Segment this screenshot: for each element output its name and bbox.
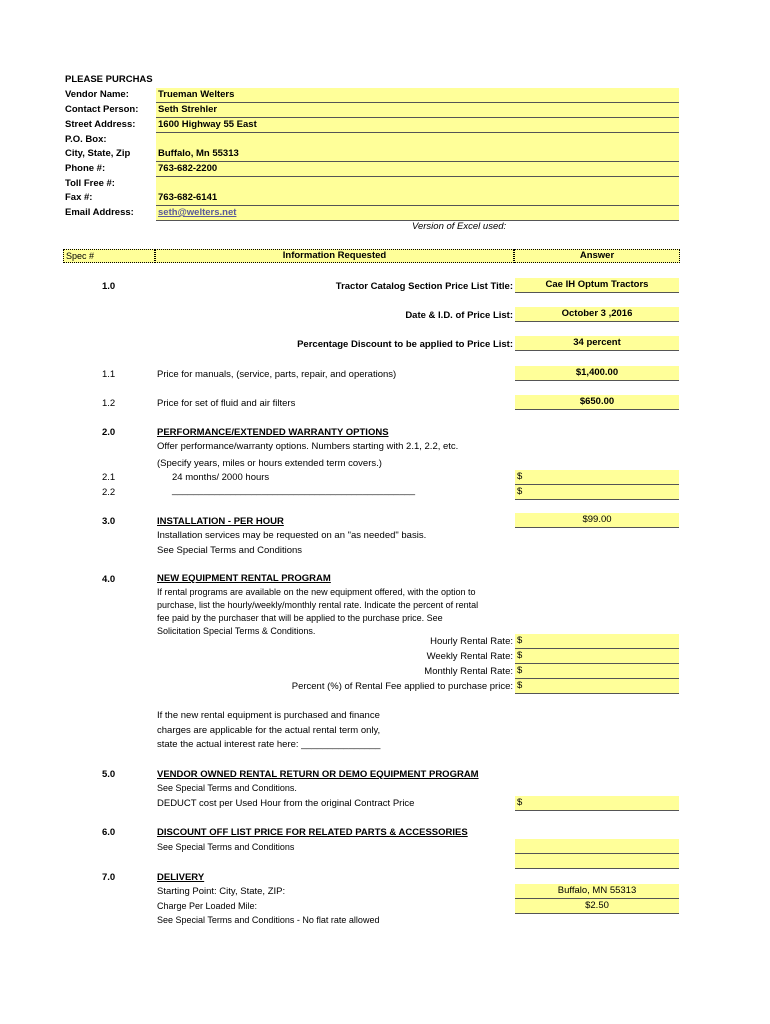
parts-discount-title: DISCOUNT OFF LIST PRICE FOR RELATED PARTS & ACCESSORIES	[157, 827, 468, 838]
phone-label: Phone #:	[65, 163, 106, 174]
monthly-rate-answer[interactable]: $	[515, 664, 679, 679]
contact-person-label: Contact Person:	[65, 104, 139, 115]
delivery-start-label: Starting Point: City, State, ZIP:	[157, 886, 286, 897]
warranty-option-2-answer[interactable]: $	[515, 485, 679, 500]
filters-price-label: Price for set of fluid and air filters	[157, 398, 296, 409]
rental-para-line-4: Solicitation Special Terms & Conditions.	[157, 626, 316, 636]
manuals-price-label: Price for manuals, (service, parts, repair, and operations)	[157, 369, 397, 380]
filters-price-answer[interactable]: $650.00	[515, 395, 679, 410]
installation-rate-answer[interactable]: $99.00	[515, 513, 679, 528]
answer-header: Answer	[514, 249, 680, 263]
installation-line-2: See Special Terms and Conditions	[157, 545, 303, 556]
price-list-date-label: Date & I.D. of Price List:	[405, 310, 513, 321]
contact-person-field[interactable]: Seth Strehler	[156, 103, 679, 118]
hourly-rate-label: Hourly Rental Rate:	[430, 636, 513, 647]
rental-para-line-2: purchase, list the hourly/weekly/monthly rental rate. Indicate the percent of rental	[157, 600, 479, 610]
spec-7-0: 7.0	[102, 872, 116, 883]
delivery-title: DELIVERY	[157, 872, 205, 883]
spec-header: Spec #	[63, 249, 155, 263]
city-state-zip-label: City, State, Zip	[65, 148, 131, 159]
rental-para-line-3: fee paid by the purchaser that will be applied to the purchase price. See	[157, 613, 443, 623]
finance-line-2: charges are applicable for the actual rental term only,	[157, 725, 381, 736]
parts-discount-answer-2[interactable]	[515, 854, 679, 869]
installation-line-1: Installation services may be requested on an "as needed" basis.	[157, 530, 427, 541]
rental-percent-answer[interactable]: $	[515, 679, 679, 694]
spec-3-0: 3.0	[102, 516, 116, 527]
street-address-field[interactable]: 1600 Highway 55 East	[156, 118, 679, 133]
spec-2-2: 2.2	[102, 487, 116, 498]
spec-1-0: 1.0	[102, 281, 116, 292]
email-field[interactable]	[156, 206, 679, 221]
spec-6-0: 6.0	[102, 827, 116, 838]
rental-program-title: NEW EQUIPMENT RENTAL PROGRAM	[157, 573, 331, 584]
weekly-rate-answer[interactable]: $	[515, 649, 679, 664]
spec-1-2: 1.2	[102, 398, 116, 409]
excel-version-label: Version of Excel used:	[412, 221, 507, 232]
phone-field[interactable]: 763-682-2200	[156, 162, 679, 177]
price-list-date-answer[interactable]: October 3 ,2016	[515, 307, 679, 322]
warranty-line-1: Offer performance/warranty options. Numbers starting with 2.1, 2.2, etc.	[157, 441, 459, 452]
delivery-mile-answer[interactable]: $2.50	[515, 899, 679, 914]
spec-2-0: 2.0	[102, 427, 116, 438]
parts-discount-line-1: See Special Terms and Conditions	[157, 842, 295, 852]
manuals-price-answer[interactable]: $1,400.00	[515, 366, 679, 381]
rental-percent-label: Percent (%) of Rental Fee applied to purchase price:	[291, 681, 513, 692]
demo-equipment-title: VENDOR OWNED RENTAL RETURN OR DEMO EQUIPMENT PROGRAM	[157, 769, 479, 780]
delivery-mile-label: Charge Per Loaded Mile:	[157, 901, 258, 911]
city-state-zip-field[interactable]: Buffalo, Mn 55313	[156, 147, 679, 162]
demo-equipment-line-1: See Special Terms and Conditions.	[157, 783, 297, 793]
warranty-option-2-blank: ______________________________________________	[172, 485, 416, 496]
vendor-name-label: Vendor Name:	[65, 89, 129, 100]
spec-1-1: 1.1	[102, 369, 116, 380]
purchase-heading: PLEASE PURCHAS	[65, 74, 153, 85]
weekly-rate-label: Weekly Rental Rate:	[426, 651, 513, 662]
spec-5-0: 5.0	[102, 769, 116, 780]
discount-label: Percentage Discount to be applied to Price List:	[297, 339, 513, 350]
delivery-note: See Special Terms and Conditions - No flat rate allowed	[157, 915, 380, 925]
parts-discount-answer-1[interactable]	[515, 839, 679, 854]
finance-line-1: If the new rental equipment is purchased and finance	[157, 710, 380, 721]
email-link[interactable]: seth@welters.net	[158, 207, 237, 218]
demo-equipment-line-2: DEDUCT cost per Used Hour from the original Contract Price	[157, 798, 415, 809]
rental-para-line-1: If rental programs are available on the new equipment offered, with the option to	[157, 587, 476, 597]
discount-answer[interactable]: 34 percent	[515, 336, 679, 351]
info-header: Information Requested	[155, 249, 514, 263]
hourly-rate-answer[interactable]: $	[515, 634, 679, 649]
spec-4-0: 4.0	[102, 574, 116, 585]
toll-free-field[interactable]	[156, 177, 679, 192]
po-box-field[interactable]	[156, 133, 679, 148]
fax-field[interactable]: 763-682-6141	[156, 191, 679, 206]
warranty-title: PERFORMANCE/EXTENDED WARRANTY OPTIONS	[157, 427, 389, 438]
vendor-name-field[interactable]: Trueman Welters	[156, 88, 679, 103]
delivery-start-answer[interactable]: Buffalo, MN 55313	[515, 884, 679, 899]
po-box-label: P.O. Box:	[65, 134, 107, 145]
used-hour-deduct-answer[interactable]: $	[515, 796, 679, 811]
warranty-option-1: 24 months/ 2000 hours	[172, 472, 270, 483]
installation-title: INSTALLATION - PER HOUR	[157, 516, 284, 527]
finance-line-3: state the actual interest rate here: _______________	[157, 739, 381, 750]
email-label: Email Address:	[65, 207, 134, 218]
fax-label: Fax #:	[65, 192, 93, 203]
catalog-title-answer[interactable]: Cae IH Optum Tractors	[515, 278, 679, 293]
toll-free-label: Toll Free #:	[65, 178, 115, 189]
monthly-rate-label: Monthly Rental Rate:	[424, 666, 513, 677]
street-address-label: Street Address:	[65, 119, 136, 130]
catalog-title-label: Tractor Catalog Section Price List Title:	[335, 281, 513, 292]
spec-2-1: 2.1	[102, 472, 116, 483]
warranty-option-1-answer[interactable]: $	[515, 470, 679, 485]
warranty-line-2: (Specify years, miles or hours extended term covers.)	[157, 458, 382, 469]
